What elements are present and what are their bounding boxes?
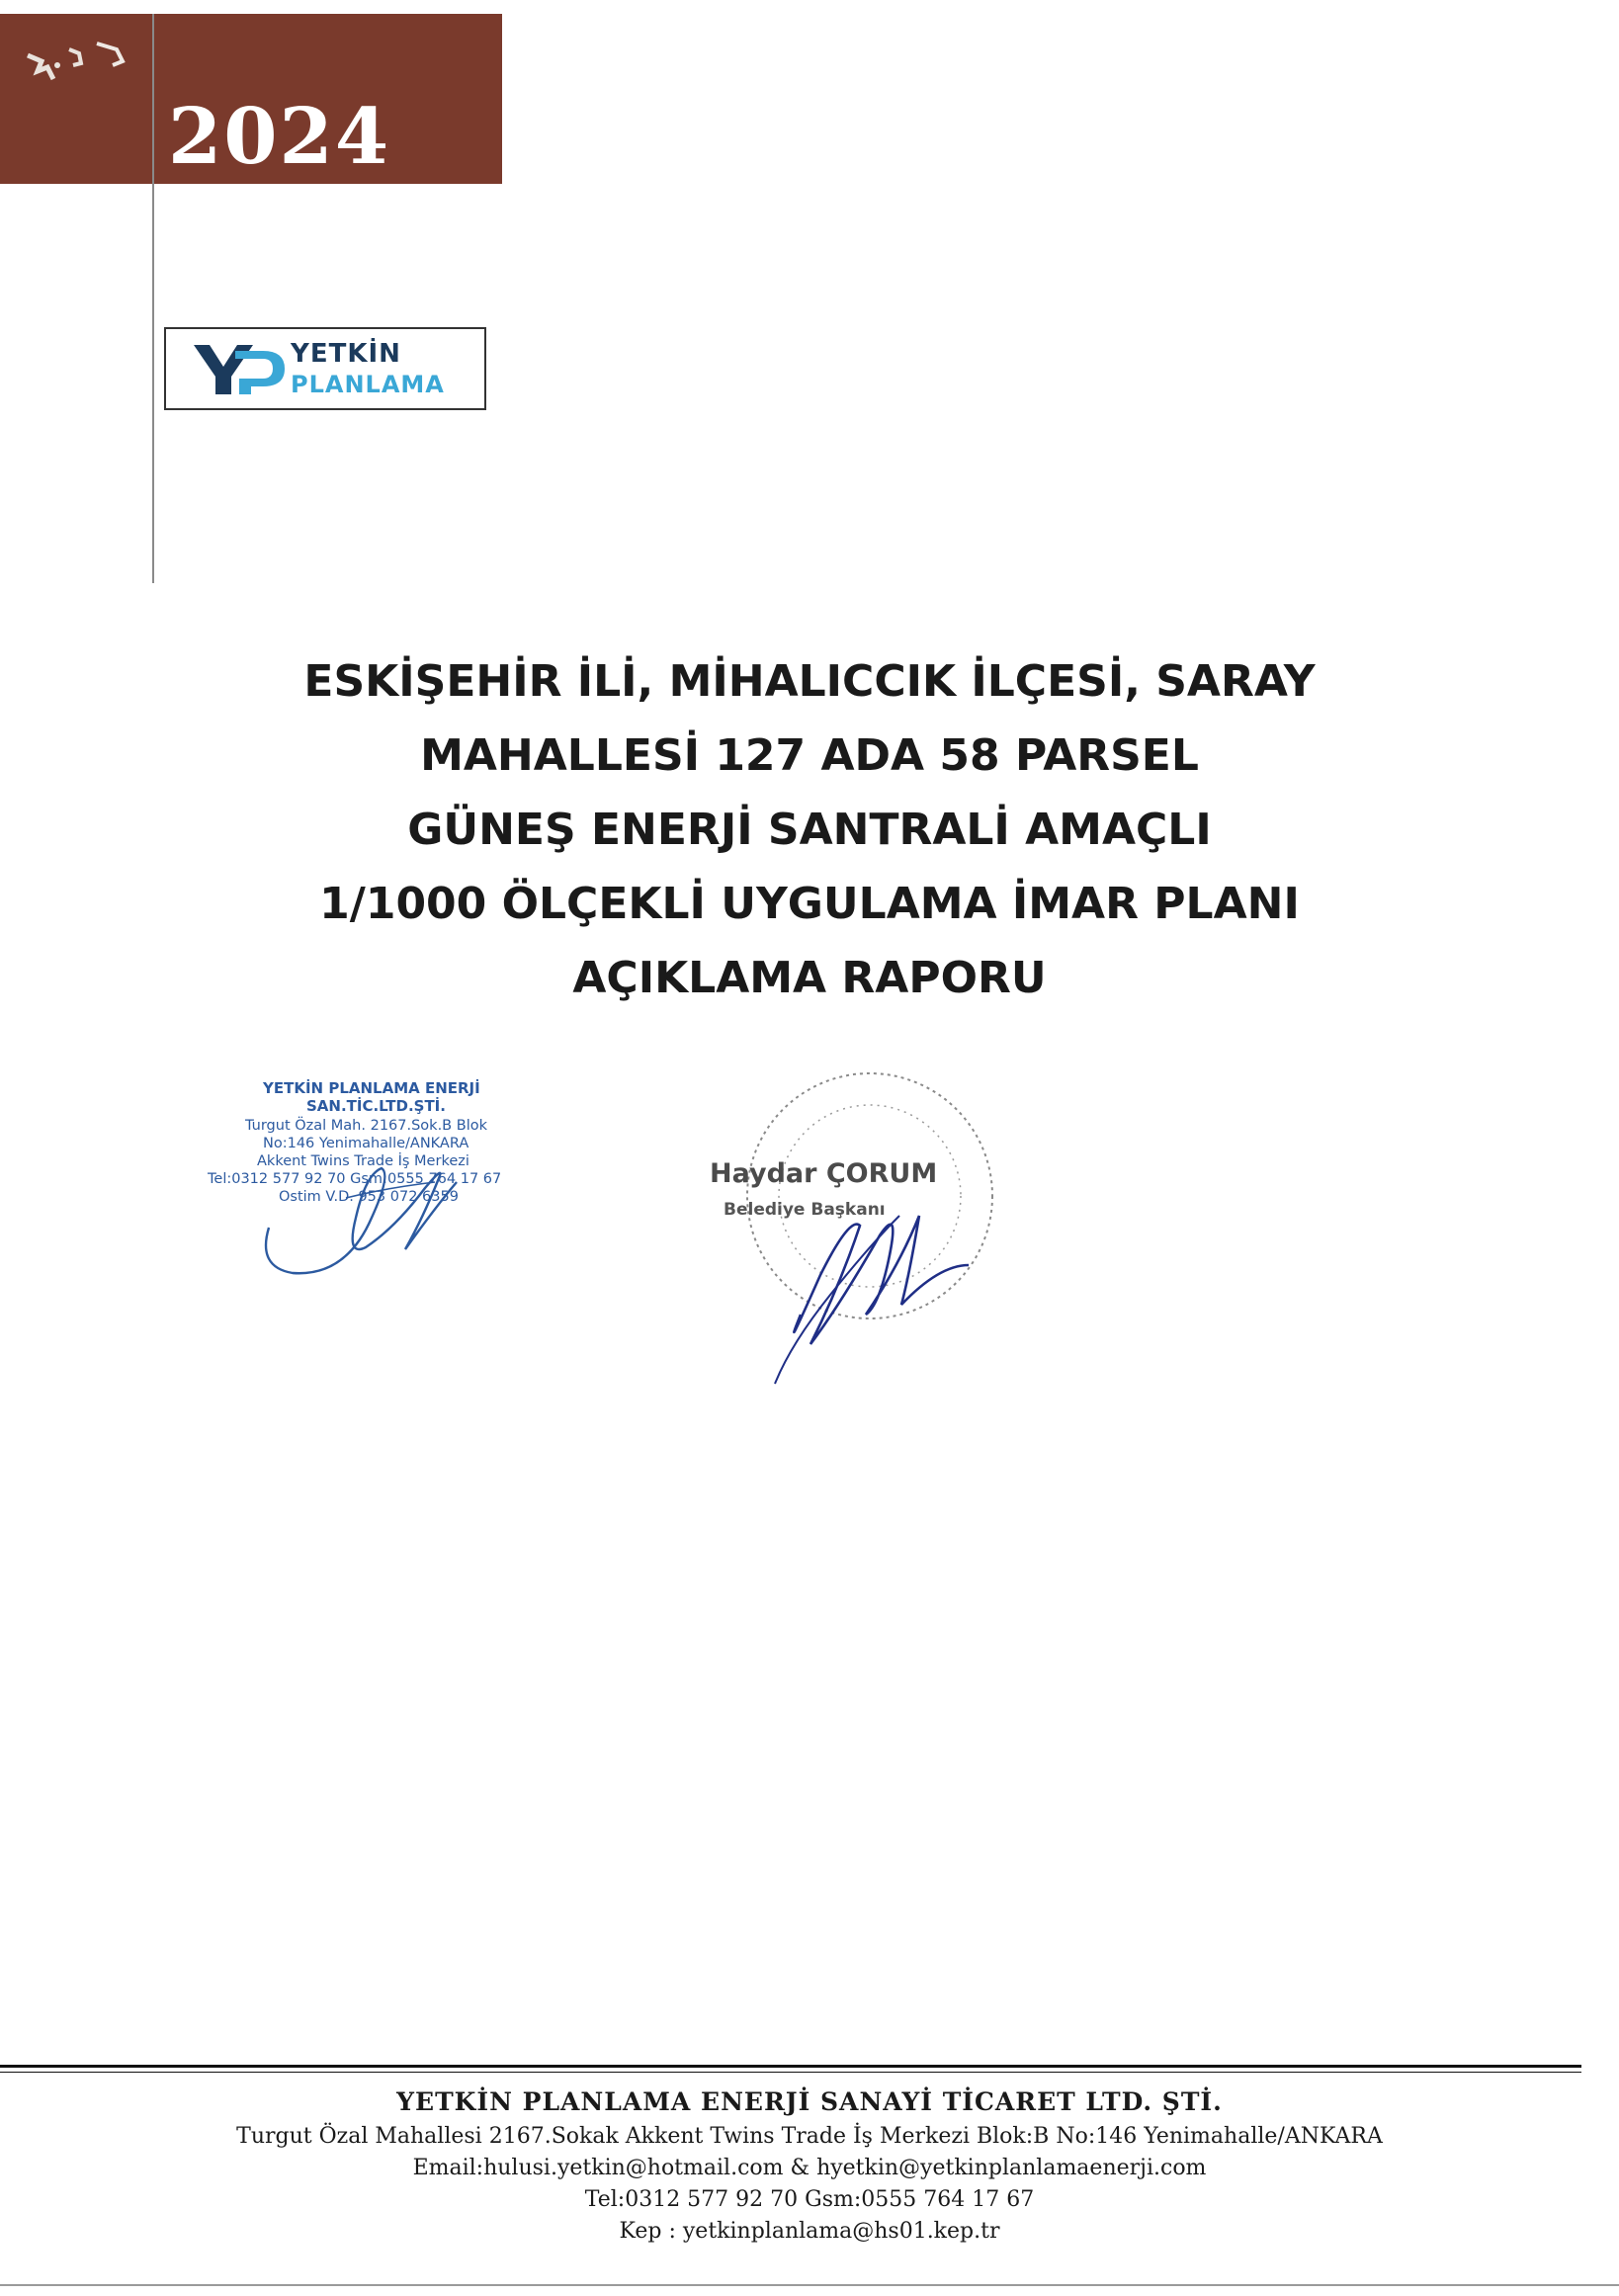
stamp-line: SAN.TİC.LTD.ŞTİ. (306, 1097, 446, 1115)
footer-divider (0, 2072, 1581, 2073)
stamp-role: Belediye Başkanı (724, 1200, 886, 1220)
title-line: GÜNEŞ ENERJİ SANTRALİ AMAÇLI (407, 805, 1212, 855)
title-line: MAHALLESİ 127 ADA 58 PARSEL (420, 730, 1199, 781)
margin-line (152, 14, 154, 583)
footer-divider (0, 2065, 1581, 2068)
company-logo (164, 327, 486, 410)
logo-word-yetkin: YETKİN (291, 339, 401, 369)
stamp-line: YETKİN PLANLAMA ENERJİ (263, 1079, 480, 1097)
scan-smudge-icon (18, 36, 136, 105)
footer-company: YETKİN PLANLAMA ENERJİ SANAYİ TİCARET LTD. ŞTİ. (396, 2087, 1223, 2116)
year-band (0, 14, 502, 184)
title-line: 1/1000 ÖLÇEKLİ UYGULAMA İMAR PLANI (319, 879, 1300, 929)
footer-address: Turgut Özal Mahallesi 2167.Sokak Akkent Twins Trade İş Merkezi Blok:B No:146 Yenimahalle/ANKARA (236, 2124, 1383, 2149)
year-label: 2024 (168, 92, 391, 182)
footer-kep: Kep : yetkinplanlama@hs01.kep.tr (619, 2219, 1000, 2244)
page-bottom-rule (0, 2284, 1619, 2286)
stamp-line: Akkent Twins Trade İş Merkezi (257, 1153, 469, 1169)
footer (0, 2083, 1619, 2248)
stamp-line: Turgut Özal Mah. 2167.Sok.B Blok (245, 1118, 487, 1134)
company-stamp (198, 1079, 573, 1287)
logo-word-planlama: PLANLAMA (291, 371, 445, 398)
footer-phone: Tel:0312 577 92 70 Gsm:0555 764 17 67 (584, 2187, 1035, 2212)
footer-email: Email:hulusi.yetkin@hotmail.com & hyetkin@yetkinplanlamaenerji.com (412, 2156, 1207, 2180)
official-stamp (672, 1067, 1028, 1403)
municipal-seal-icon (672, 1067, 1028, 1403)
report-title (0, 644, 1619, 1015)
title-line: AÇIKLAMA RAPORU (572, 953, 1047, 1003)
stamp-line: Tel:0312 577 92 70 Gsm:0555 764 17 67 (208, 1171, 502, 1187)
yp-logo-icon (192, 341, 287, 398)
title-line: ESKİŞEHİR İLİ, MİHALICCIK İLÇESİ, SARAY (303, 656, 1316, 707)
stamp-name: Haydar ÇORUM (710, 1158, 938, 1189)
stamp-line: Ostim V.D. 953 072 6359 (279, 1189, 459, 1205)
signature-icon (198, 1079, 573, 1287)
stamp-line: No:146 Yenimahalle/ANKARA (263, 1136, 469, 1151)
